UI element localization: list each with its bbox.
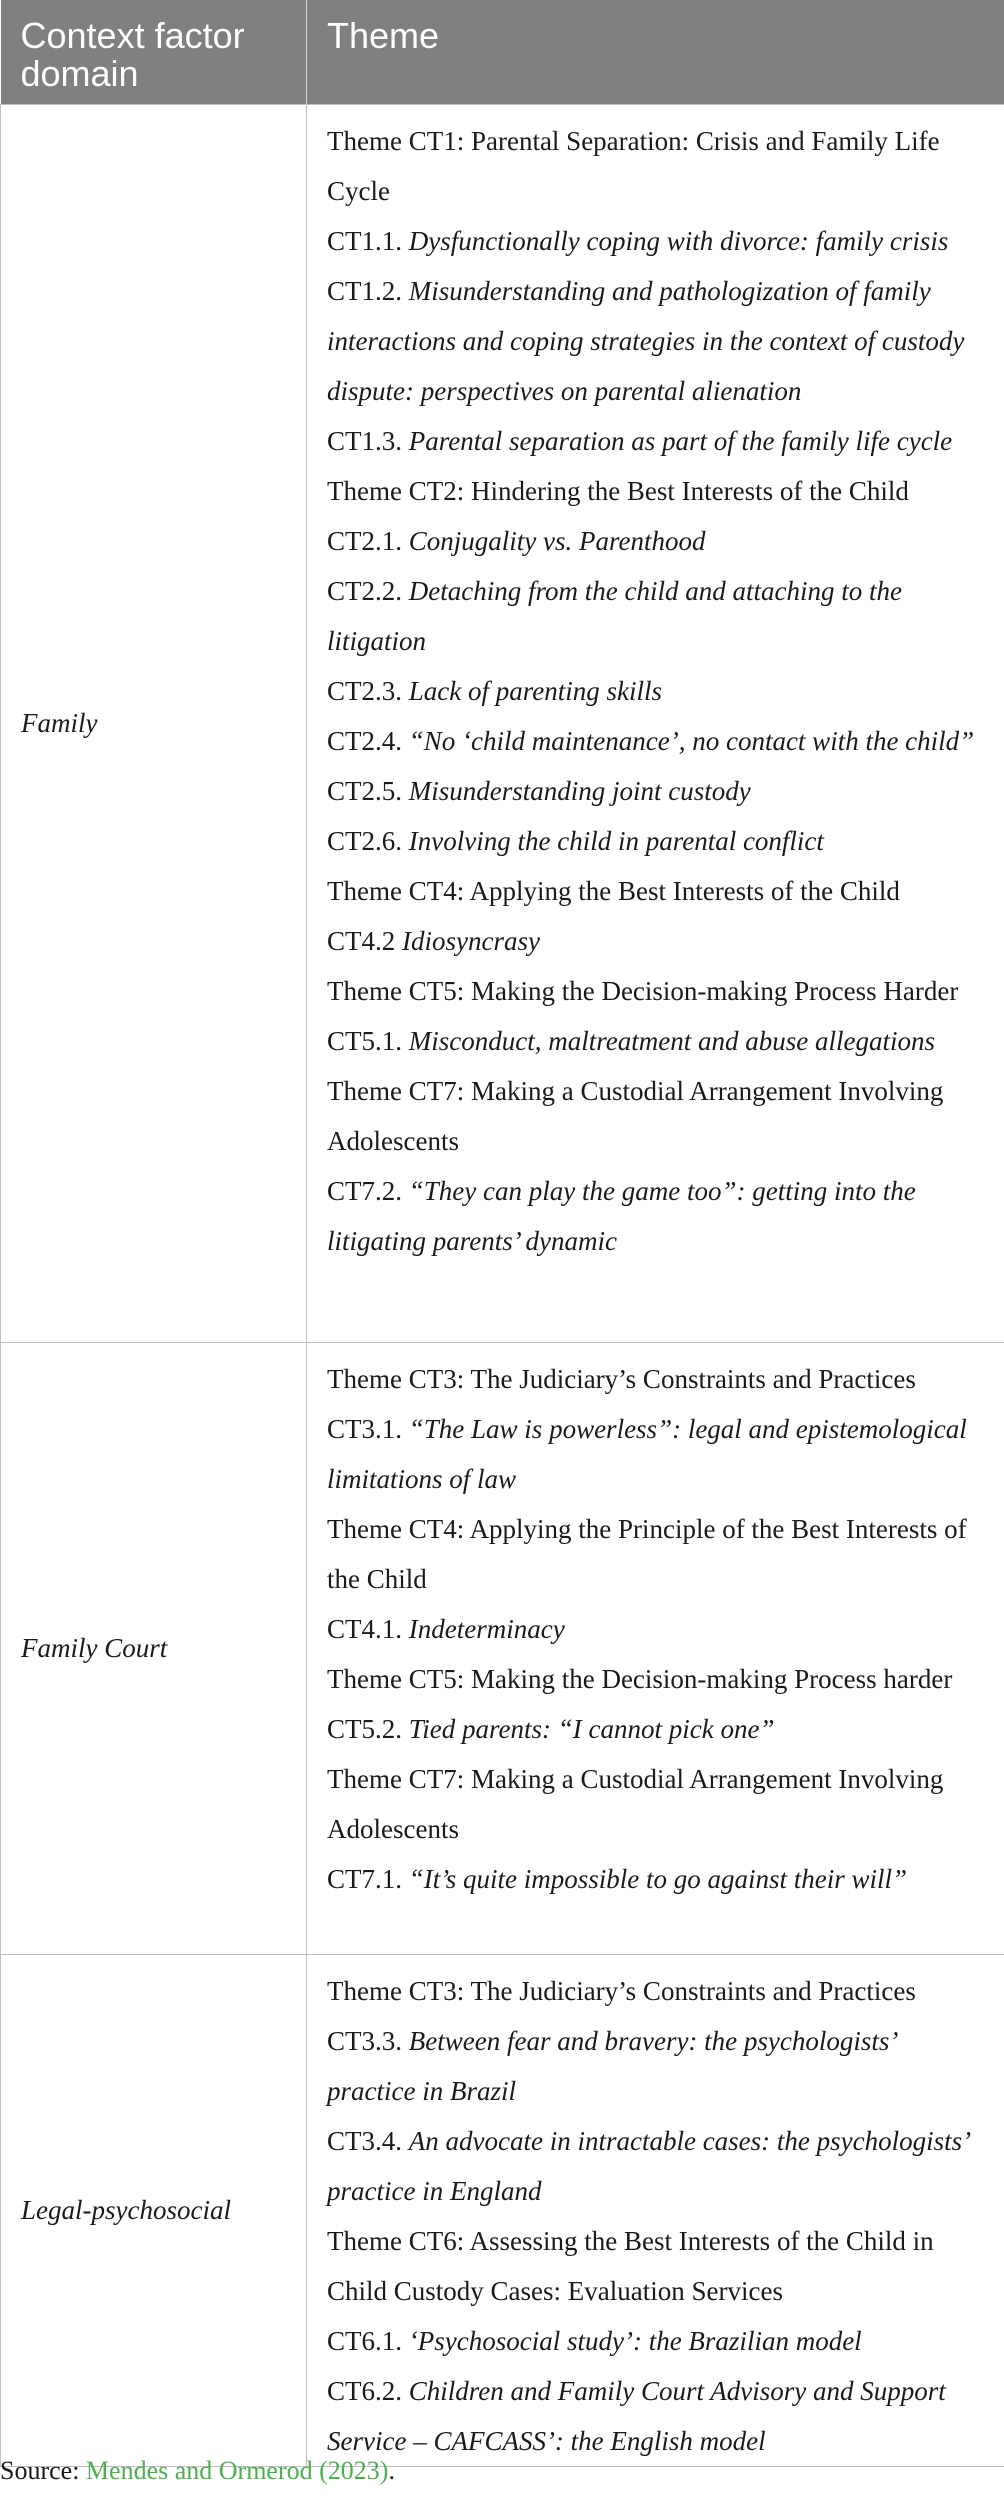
- theme-line: [327, 966, 990, 1016]
- line-italic-text: An advocate in intractable cases: the psychologists’ practice in England: [327, 2126, 969, 2206]
- line-prefix: Theme CT3: The Judiciary’s Constraints and Practices: [327, 1976, 916, 2006]
- subtheme-line: [327, 516, 990, 566]
- line-italic-text: Parental separation as part of the family life cycle: [408, 426, 953, 456]
- theme-line: [327, 466, 990, 516]
- line-italic-text: Misunderstanding joint custody: [408, 776, 751, 806]
- themes-cell: [307, 1955, 1004, 2467]
- subtheme-line: [327, 1166, 990, 1266]
- line-italic-text: “The Law is powerless”: legal and epistemological limitations of law: [327, 1414, 967, 1494]
- line-italic-text: Involving the child in parental conflict: [408, 826, 824, 856]
- theme-line: [327, 116, 990, 216]
- line-prefix: CT6.2.: [327, 2376, 409, 2406]
- domain-cell: Family: [1, 105, 307, 1343]
- subtheme-line: [327, 1854, 990, 1904]
- line-prefix: CT4.1.: [327, 1614, 409, 1644]
- line-italic-text: Misconduct, maltreatment and abuse allegations: [408, 1026, 935, 1056]
- line-prefix: CT3.3.: [327, 2026, 409, 2056]
- line-prefix: CT1.3.: [327, 426, 409, 456]
- line-italic-text: Children and Family Court Advisory and Support Service – CAFCASS’: the English model: [327, 2376, 946, 2456]
- theme-line: [327, 1966, 990, 2016]
- line-italic-text: “No ‘child maintenance’, no contact with the child”: [408, 726, 975, 756]
- line-prefix: CT3.4.: [327, 2126, 409, 2156]
- table-row: [1, 105, 1004, 1343]
- source-citation: [0, 2456, 395, 2486]
- subtheme-line: [327, 1604, 990, 1654]
- line-prefix: CT4.2: [327, 926, 403, 956]
- line-prefix: Theme CT2: Hindering the Best Interests of the Child: [327, 476, 909, 506]
- domain-cell: Legal-psychosocial: [1, 1955, 307, 2467]
- source-link[interactable]: Mendes and Ormerod (2023): [85, 2456, 389, 2485]
- line-prefix: CT7.1.: [327, 1864, 409, 1894]
- line-prefix: Theme CT5: Making the Decision-making Process harder: [327, 1664, 953, 1694]
- theme-line: [327, 1066, 990, 1166]
- theme-line: [327, 1654, 990, 1704]
- line-prefix: Theme CT7: Making a Custodial Arrangement Involving Adolescents: [327, 1076, 944, 1156]
- domain-cell: Family Court: [1, 1343, 307, 1955]
- source-label: Source:: [0, 2456, 86, 2485]
- line-prefix: Theme CT6: Assessing the Best Interests of the Child in Child Custody Cases: Evaluation Services: [327, 2226, 934, 2306]
- line-italic-text: Idiosyncrasy: [402, 926, 540, 956]
- line-prefix: CT7.2.: [327, 1176, 409, 1206]
- theme-line: [327, 866, 990, 916]
- subtheme-line: [327, 2016, 990, 2116]
- line-prefix: Theme CT3: The Judiciary’s Constraints and Practices: [327, 1364, 916, 1394]
- line-italic-text: “It’s quite impossible to go against their will”: [408, 1864, 908, 1894]
- theme-line: [327, 1354, 990, 1404]
- subtheme-line: [327, 666, 990, 716]
- subtheme-line: [327, 766, 990, 816]
- line-prefix: Theme CT5: Making the Decision-making Process Harder: [327, 976, 959, 1006]
- table-row: [1, 1955, 1004, 2467]
- line-prefix: Theme CT1: Parental Separation: Crisis and Family Life Cycle: [327, 126, 940, 206]
- line-prefix: CT2.5.: [327, 776, 409, 806]
- table-header-row: [1, 0, 1004, 105]
- line-prefix: CT5.2.: [327, 1714, 409, 1744]
- header-context-factor-domain: Context factor domain: [1, 0, 307, 105]
- subtheme-line: [327, 716, 990, 766]
- subtheme-line: [327, 416, 990, 466]
- theme-line: [327, 1504, 990, 1604]
- line-prefix: Theme CT7: Making a Custodial Arrangement Involving Adolescents: [327, 1764, 944, 1844]
- line-italic-text: ‘Psychosocial study’: the Brazilian model: [408, 2326, 862, 2356]
- line-prefix: CT2.4.: [327, 726, 409, 756]
- line-italic-text: Tied parents: “I cannot pick one”: [408, 1714, 775, 1744]
- line-italic-text: Conjugality vs. Parenthood: [408, 526, 706, 556]
- line-italic-text: Misunderstanding and pathologization of family interactions and coping strategies in the context of custody dispute: perspectives on parental alienation: [327, 276, 965, 406]
- subtheme-line: [327, 2116, 990, 2216]
- subtheme-line: [327, 916, 990, 966]
- line-prefix: Theme CT4: Applying the Principle of the Best Interests of the Child: [327, 1514, 967, 1594]
- table-row: [1, 1343, 1004, 1955]
- subtheme-line: [327, 2366, 990, 2466]
- line-prefix: CT6.1.: [327, 2326, 409, 2356]
- line-prefix: CT2.1.: [327, 526, 409, 556]
- subtheme-line: [327, 1016, 990, 1066]
- subtheme-line: [327, 216, 990, 266]
- line-prefix: CT2.6.: [327, 826, 409, 856]
- line-prefix: CT3.1.: [327, 1414, 409, 1444]
- subtheme-line: [327, 1704, 990, 1754]
- line-prefix: CT2.3.: [327, 676, 409, 706]
- line-prefix: CT2.2.: [327, 576, 409, 606]
- line-prefix: Theme CT4: Applying the Best Interests of the Child: [327, 876, 900, 906]
- themes-cell: [307, 1343, 1004, 1955]
- subtheme-line: [327, 566, 990, 666]
- subtheme-line: [327, 1404, 990, 1504]
- subtheme-line: [327, 2316, 990, 2366]
- line-italic-text: “They can play the game too”: getting into the litigating parents’ dynamic: [327, 1176, 916, 1256]
- subtheme-line: [327, 266, 990, 416]
- line-italic-text: Lack of parenting skills: [408, 676, 662, 706]
- theme-line: [327, 2216, 990, 2316]
- theme-line: [327, 1754, 990, 1854]
- line-prefix: CT1.2.: [327, 276, 409, 306]
- line-italic-text: Between fear and bravery: the psychologists’ practice in Brazil: [327, 2026, 896, 2106]
- line-prefix: CT1.1.: [327, 226, 409, 256]
- themes-cell: [307, 105, 1004, 1343]
- line-italic-text: Indeterminacy: [408, 1614, 565, 1644]
- subtheme-line: [327, 816, 990, 866]
- line-italic-text: Detaching from the child and attaching to the litigation: [327, 576, 902, 656]
- line-italic-text: Dysfunctionally coping with divorce: family crisis: [408, 226, 949, 256]
- header-theme: Theme: [307, 0, 1004, 105]
- line-prefix: CT5.1.: [327, 1026, 409, 1056]
- source-suffix: .: [388, 2456, 395, 2485]
